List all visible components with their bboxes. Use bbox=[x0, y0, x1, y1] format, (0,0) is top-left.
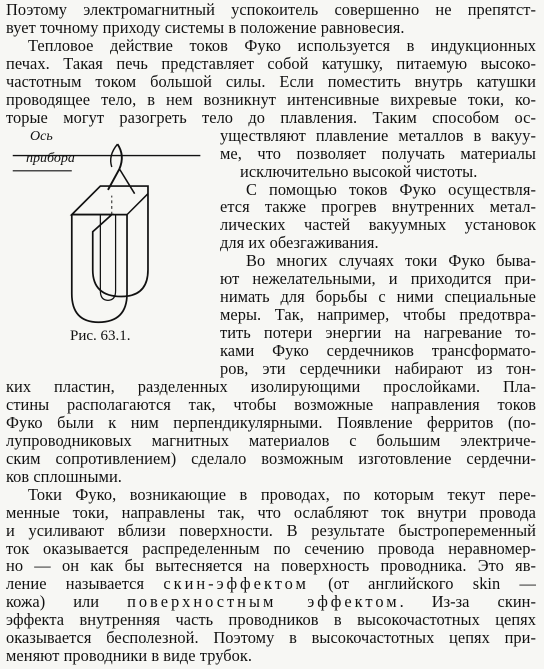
text-line: меняют проводники в виде трубок. bbox=[6, 646, 253, 666]
text-line: печах. Такая печь представляет собой катушку, питаемую высоко- bbox=[6, 53, 536, 73]
text-line: эффекта внутренняя часть проводников в высокочастотных цепях bbox=[6, 610, 536, 630]
text-line: менные токи, направлены так, что ослабляют ток внутри провода bbox=[6, 502, 536, 522]
u-shaped-plate bbox=[72, 186, 148, 322]
text-line: тить потери энергии на нагревание то- bbox=[220, 323, 536, 343]
text-line: Поэтому электромагнитный успокоитель совершенно не препятст- bbox=[6, 0, 536, 19]
text-line: исключительно высокой чистоты. bbox=[240, 161, 478, 181]
text-line: торые могут разогреть тело до плавления. Таким способом ос- bbox=[6, 107, 536, 127]
text-line: Во многих случаях токи Фуко быва- bbox=[246, 251, 536, 271]
text-line: С помощью токов Фуко осуществля- bbox=[246, 179, 536, 199]
text-line: меры. Так, например, чтобы предотвра- bbox=[220, 305, 536, 325]
text-line: и усиливают вблизи поверхности. В результате быстропеременный bbox=[6, 520, 536, 540]
text-line: для их обезгаживания. bbox=[220, 233, 379, 253]
hanger-icon bbox=[108, 144, 122, 190]
text-line: ется также прогрев внутренних метал- bbox=[220, 197, 536, 217]
text-line: ток оказывается распределенным по сечению провода неравномер- bbox=[6, 538, 536, 558]
text-line: вует точному приходу системы в положение равновесия. bbox=[6, 17, 405, 37]
text-line: Фуко были к ним перпендикулярными. Появление ферритов (по- bbox=[6, 412, 536, 432]
figure-caption: Рис. 63.1. bbox=[70, 328, 131, 345]
text-line: лических частей вакуумных установок bbox=[220, 215, 536, 235]
text-line: ков сплошными. bbox=[6, 466, 122, 486]
text-line: ским сопротивлением) сделало возможным изготовление сердечни- bbox=[6, 448, 536, 468]
text-line: ров, эти сердечники набирают из тон- bbox=[220, 359, 536, 378]
text-line: частотным током большой силы. Если поместить внутрь катушки bbox=[6, 71, 536, 91]
text-line: уществляют плавление металлов в вакуу- bbox=[220, 125, 536, 145]
text-line: ме, что позволяет получать материалы bbox=[220, 143, 536, 163]
text-line: Токи Фуко, возникающие в проводах, по которым текут пере- bbox=[28, 484, 536, 504]
figure-label-device: прибора bbox=[26, 150, 75, 166]
emphasized-term: поверхностным эффектом bbox=[127, 592, 400, 612]
text-line: лупроводниковых магнитных материалов с большим электриче- bbox=[6, 430, 536, 450]
text-line: оказывается бесполезной. Поэтому в высокочастотных цепях при- bbox=[6, 628, 536, 648]
text-line: ками Фуко сердечников трансформато- bbox=[220, 341, 536, 361]
text-line: но — он как бы вытесняется на поверхность проводника. Это яв- bbox=[6, 556, 536, 576]
text-line: стины располагаются так, чтобы возможные направления токов bbox=[6, 394, 536, 414]
text-line: Тепловое действие токов Фуко используется в индукционных bbox=[28, 35, 536, 55]
figure-label-axis: Ось bbox=[30, 128, 53, 144]
text-line: кожа) или поверхностным эффектом. Из-за скин- bbox=[6, 592, 536, 612]
text-line: ление называется скин-эффектом (от английского skin — bbox=[6, 574, 536, 594]
text-line: ких пластин, разделенных изолирующими прослойками. Пла- bbox=[6, 376, 536, 396]
text-line: проводящее тело, в нем возникнут интенсивные вихревые токи, ко- bbox=[6, 89, 536, 109]
text-line: нимать для борьбы с ними специальные bbox=[220, 287, 536, 307]
emphasized-term: скин-эффектом bbox=[163, 574, 309, 594]
text-line: ют нежелательными, и приходится при- bbox=[220, 269, 536, 289]
